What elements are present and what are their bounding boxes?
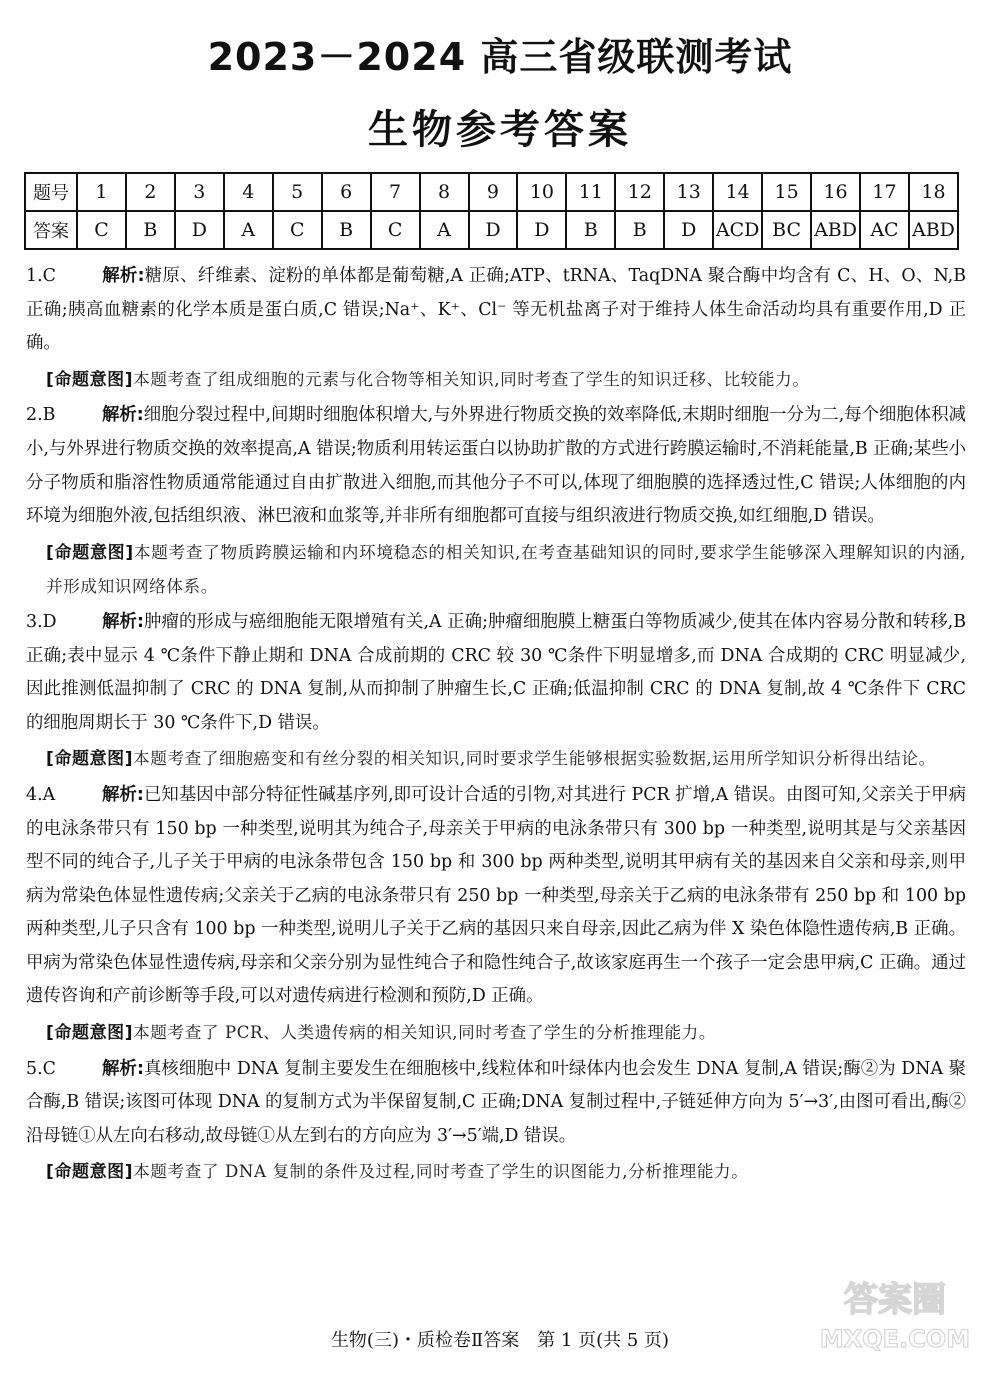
question-number: 3.D bbox=[26, 611, 57, 632]
question-4 bbox=[26, 779, 966, 1014]
table-cell: BC bbox=[762, 211, 811, 249]
table-cell: 5 bbox=[273, 173, 322, 211]
table-cell: ABD bbox=[811, 211, 860, 249]
intent-tag: [命题意图] bbox=[46, 749, 134, 770]
page-footer: 生物(三)・质检卷Ⅱ答案 第 1 页(共 5 页) bbox=[330, 1330, 670, 1351]
intent-tag: [命题意图] bbox=[46, 542, 134, 563]
analysis-text: 已知基因中部分特征性碱基序列,即可设计合适的引物,对其进行 PCR 扩增,A 错误。由图可知,父亲关于甲病的电泳条带只有 150 bp 一种类型,说明其为纯合子,母亲关于甲病的电泳条带只有 300 bp 一种类型,说明其是与父亲基因型不同的纯合子,儿子关于甲病的电泳条带包含 150 bp 和 300 bp 两种类型,说明其甲病有关的基因来自父亲和母亲,则甲病为常染色体显性遗传病;父亲关于乙病的电泳条带只有 250 bp 一种类型,母亲关于乙病的电泳条带有 250 bp 和 100 bp 两种类型,儿子只含有 100 bp 一种类型,说明儿子关于乙病的基因只来自母亲,因此乙病为伴 X 染色体隐性遗传病,B 正确。甲病为常染色体显性遗传病,母亲和父亲分别为显性纯合子和隐性纯合子,故该家庭再生一个孩子一定会患甲病,C 正确。通过遗传咨询和产前诊断等手段,可以对遗传病进行检测和预防,D 正确。 bbox=[26, 784, 966, 1007]
table-cell: B bbox=[566, 211, 615, 249]
table-cell: B bbox=[126, 211, 175, 249]
question-number: 2.B bbox=[26, 405, 56, 426]
intent-tag: [命题意图] bbox=[46, 369, 134, 390]
analysis-text: 肿瘤的形成与癌细胞能无限增殖有关,A 正确;肿瘤细胞膜上糖蛋白等物质减少,使其在体内容易分散和转移,B 正确;表中显示 4 ℃条件下静止期和 DNA 合成前期的 CRC 较 30 ℃条件下明显增多,而 DNA 合成期的 CRC 明显减少,因此推测低温抑制了 CRC 的 DNA 复制,从而抑制了肿瘤生长,C 正确;低温抑制 CRC 的 DNA 复制,故 4 ℃条件下 CRC 的细胞周期长于 30 ℃条件下,D 错误。 bbox=[26, 611, 966, 733]
intent-5 bbox=[46, 1155, 966, 1190]
table-cell: C bbox=[371, 211, 420, 249]
table-cell: B bbox=[322, 211, 371, 249]
intent-1 bbox=[46, 363, 966, 398]
analysis-text: 糖原、纤维素、淀粉的单体都是葡萄糖,A 正确;ATP、tRNA、TaqDNA 聚合酶中均含有 C、H、O、N,B 正确;胰高血糖素的化学本质是蛋白质,C 错误;Na⁺、K⁺、Cl⁻ 等无机盐离子对于维持人体生命活动均具有重要作用,D 正确。 bbox=[26, 266, 966, 354]
table-cell: 10 bbox=[517, 173, 566, 211]
intent-tag: [命题意图] bbox=[46, 1023, 134, 1044]
intent-tag: [命题意图] bbox=[46, 1162, 134, 1183]
table-cell: 7 bbox=[371, 173, 420, 211]
analysis-label: 解析: bbox=[102, 1058, 144, 1079]
table-cell: 3 bbox=[175, 173, 224, 211]
question-5 bbox=[26, 1053, 966, 1154]
analysis-text: 真核细胞中 DNA 复制主要发生在细胞核中,线粒体和叶绿体内也会发生 DNA 复制,A 错误;酶②为 DNA 聚合酶,B 错误;该图可体现 DNA 的复制方式为半保留复制,C 正确;DNA 复制过程中,子链延伸方向为 5′→3′,由图可看出,酶②沿母链①从左向右移动,故母链①从左到右的方向应为 3′→5′端,D 错误。 bbox=[26, 1058, 966, 1146]
table-cell: 1 bbox=[77, 173, 126, 211]
table-cell: 12 bbox=[615, 173, 664, 211]
answer-explanations bbox=[26, 260, 966, 1192]
question-number: 5.C bbox=[26, 1058, 56, 1079]
table-cell: 18 bbox=[909, 173, 958, 211]
intent-4 bbox=[46, 1016, 966, 1051]
watermark-line1: 答案圈 bbox=[844, 1280, 946, 1320]
question-2 bbox=[26, 399, 966, 533]
table-cell: A bbox=[420, 211, 469, 249]
question-number: 1.C bbox=[26, 266, 56, 286]
intent-text: 本题考查了细胞癌变和有丝分裂的相关知识,同时要求学生能够根据实验数据,运用所学知识分析得出结论。 bbox=[133, 749, 936, 769]
page-subtitle: 生物参考答案 bbox=[368, 107, 632, 153]
table-cell: ABD bbox=[909, 211, 958, 249]
table-cell: D bbox=[664, 211, 713, 249]
analysis-label: 解析: bbox=[102, 266, 145, 286]
table-cell: D bbox=[469, 211, 518, 249]
question-1 bbox=[26, 260, 966, 361]
analysis-label: 解析: bbox=[102, 784, 144, 805]
table-cell: ACD bbox=[713, 211, 762, 249]
table-cell: 16 bbox=[811, 173, 860, 211]
table-cell: 14 bbox=[713, 173, 762, 211]
answer-table-answer-row bbox=[25, 211, 958, 249]
table-cell: 11 bbox=[566, 173, 615, 211]
table-cell: 2 bbox=[126, 173, 175, 211]
table-cell: 13 bbox=[664, 173, 713, 211]
table-cell: C bbox=[77, 211, 126, 249]
answer-table-number-row bbox=[25, 173, 958, 211]
table-cell: 9 bbox=[469, 173, 518, 211]
intent-text: 本题考查了 PCR、人类遗传病的相关知识,同时考查了学生的分析推理能力。 bbox=[133, 1023, 717, 1043]
table-cell: AC bbox=[860, 211, 909, 249]
table-cell: 6 bbox=[322, 173, 371, 211]
intent-3 bbox=[46, 742, 966, 777]
intent-2 bbox=[46, 536, 966, 604]
analysis-text: 细胞分裂过程中,间期时细胞体积增大,与外界进行物质交换的效率降低,末期时细胞一分为二,每个细胞体积减小,与外界进行物质交换的效率提高,A 错误;物质利用转运蛋白以协助扩散的方式进行跨膜运输时,不消耗能量,B 正确;某些小分子物质和脂溶性物质通常能通过自由扩散进入细胞,而其他分子不可以,体现了细胞膜的选择透过性,C 错误;人体细胞的内环境为细胞外液,包括组织液、淋巴液和血浆等,并非所有细胞都可直接与组织液进行物质交换,如红细胞,D 错误。 bbox=[26, 405, 966, 527]
question-3 bbox=[26, 606, 966, 740]
watermark-logo bbox=[810, 1269, 980, 1359]
intent-text: 本题考查了组成细胞的元素与化合物等相关知识,同时考查了学生的知识迁移、比较能力。 bbox=[133, 369, 810, 389]
row-label-number: 题号 bbox=[25, 173, 77, 211]
table-cell: C bbox=[273, 211, 322, 249]
table-cell: 8 bbox=[420, 173, 469, 211]
table-cell: A bbox=[224, 211, 273, 249]
table-cell: 15 bbox=[762, 173, 811, 211]
answer-table bbox=[24, 172, 959, 250]
intent-text: 本题考查了物质跨膜运输和内环境稳态的相关知识,在考查基础知识的同时,要求学生能够深入理解知识的内涵,并形成知识网络体系。 bbox=[46, 542, 967, 597]
table-cell: D bbox=[517, 211, 566, 249]
table-cell: 17 bbox=[860, 173, 909, 211]
intent-text: 本题考查了 DNA 复制的条件及过程,同时考查了学生的识图能力,分析推理能力。 bbox=[133, 1162, 749, 1182]
table-cell: B bbox=[615, 211, 664, 249]
question-number: 4.A bbox=[26, 784, 56, 805]
analysis-label: 解析: bbox=[102, 405, 144, 426]
page-title: 2023－2024 高三省级联测考试 bbox=[207, 35, 793, 79]
table-cell: D bbox=[175, 211, 224, 249]
analysis-label: 解析: bbox=[102, 611, 144, 632]
watermark-line2: MXQE.COM bbox=[819, 1325, 971, 1353]
table-cell: 4 bbox=[224, 173, 273, 211]
row-label-answer: 答案 bbox=[25, 211, 77, 249]
